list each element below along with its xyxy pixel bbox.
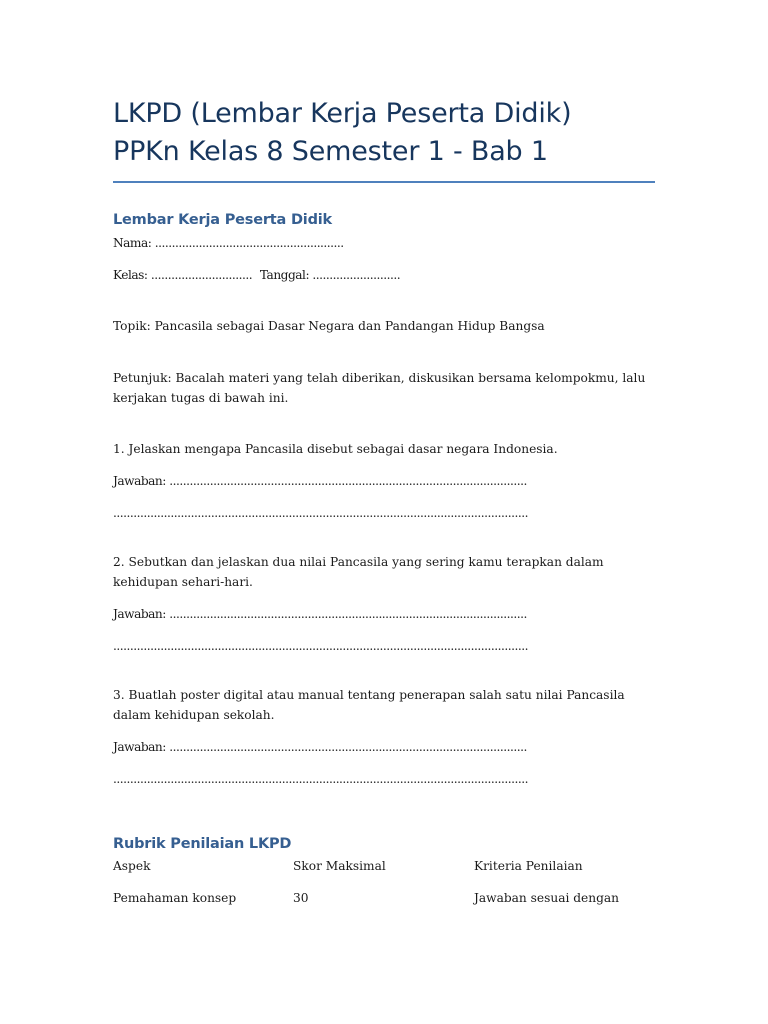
title-line-1: LKPD (Lembar Kerja Peserta Didik) (113, 98, 572, 129)
rubric-header-aspek: Aspek (113, 859, 151, 873)
question-2-text: 2. Sebutkan dan jelaskan dua nilai Pancasila yang sering kamu terapkan dalam kehidupan sehari-hari. (113, 555, 604, 589)
question-3-answer-line: Jawaban: .......................................................................................................... (113, 740, 527, 754)
title-underline (113, 181, 655, 183)
rubric-row (113, 888, 658, 908)
question-2-answer-continuation: ........................................................................................................................... (113, 639, 529, 653)
rubric-cell-skor: 30 (293, 891, 309, 905)
rubric-header-skor: Skor Maksimal (293, 859, 386, 873)
topik-text: Topik: Pancasila sebagai Dasar Negara dan Pandangan Hidup Bangsa (113, 319, 545, 333)
question-1-text: 1. Jelaskan mengapa Pancasila disebut sebagai dasar negara Indonesia. (113, 442, 558, 456)
rubric-heading: Rubrik Penilaian LKPD (113, 836, 292, 852)
kelas-tanggal-line (113, 265, 658, 285)
question-1-answer-continuation: ........................................................................................................................... (113, 506, 529, 520)
question-3-answer-continuation: ........................................................................................................................... (113, 772, 529, 786)
rubric-header-row (113, 856, 658, 876)
petunjuk-text: Petunjuk: Bacalah materi yang telah diberikan, diskusikan bersama kelompokmu, lalu kerjakan tugas di bawah ini. (113, 371, 646, 405)
question-2-answer-line: Jawaban: .......................................................................................................... (113, 607, 527, 621)
title-line-2: PPKn Kelas 8 Semester 1 - Bab 1 (113, 136, 548, 167)
worksheet-heading: Lembar Kerja Peserta Didik (113, 212, 332, 228)
rubric-header-kriteria: Kriteria Penilaian (474, 859, 583, 873)
document-page (113, 95, 658, 908)
rubric-cell-aspek: Pemahaman konsep (113, 891, 237, 905)
nama-field: Nama: ........................................................ (113, 236, 344, 250)
tanggal-field: Tanggal: .......................... (259, 268, 401, 282)
kelas-field: Kelas: .............................. (113, 268, 253, 282)
document-title (113, 95, 658, 171)
question-1-answer-line: Jawaban: .......................................................................................................... (113, 474, 527, 488)
question-3-text: 3. Buatlah poster digital atau manual tentang penerapan salah satu nilai Pancasila dalam kehidupan sekolah. (113, 688, 625, 722)
rubric-cell-kriteria: Jawaban sesuai dengan (474, 891, 620, 905)
